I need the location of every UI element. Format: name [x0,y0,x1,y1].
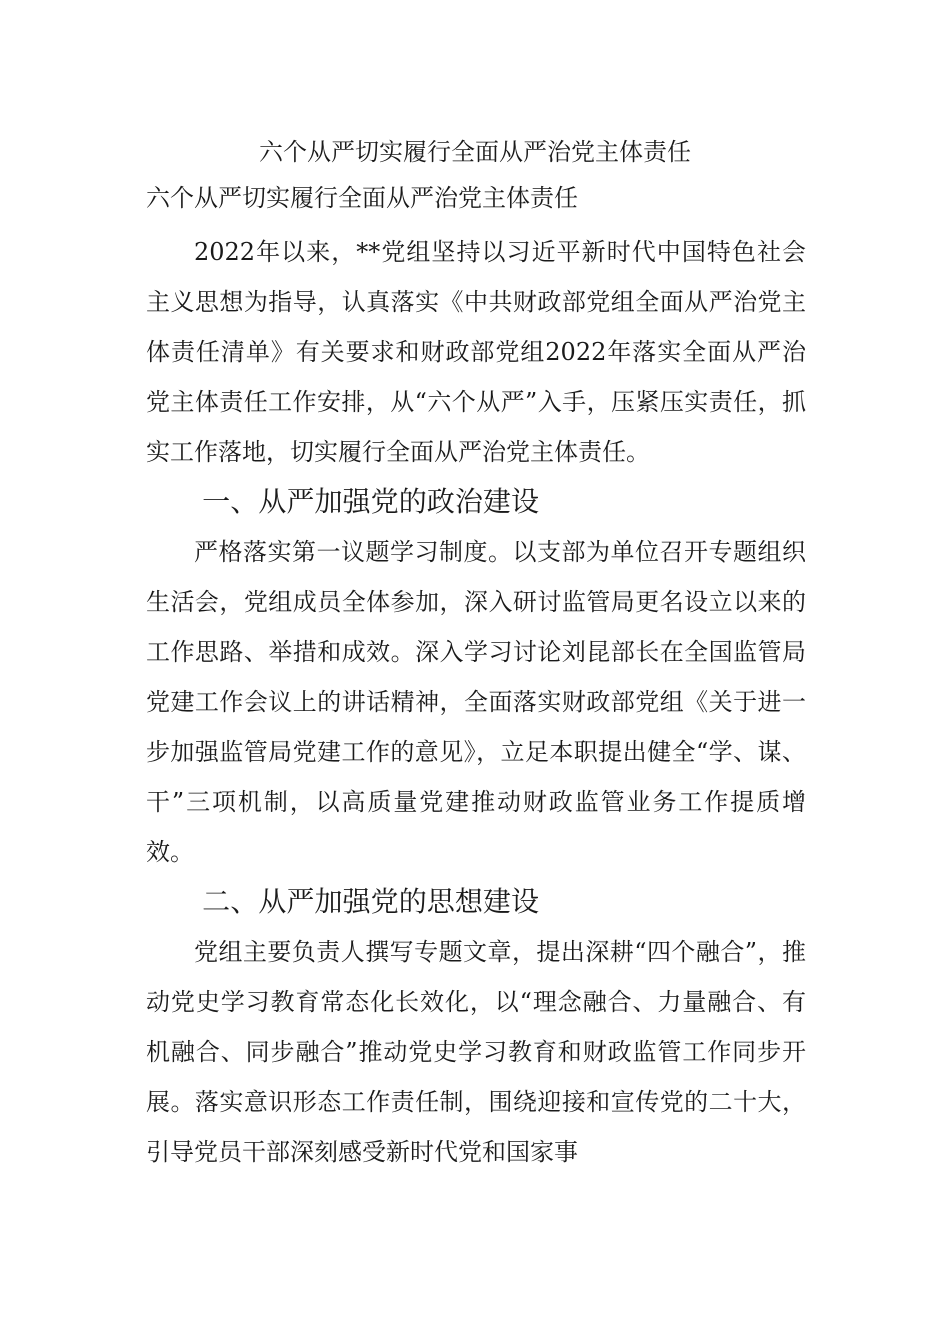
document-body [146,227,806,1177]
intro-paragraph: 2022年以来，**党组坚持以习近平新时代中国特色社会主义思想为指导，认真落实《中共财政部党组全面从严治党主体责任清单》有关要求和财政部党组2022年落实全面从严治党主体责任工作安排，从“六个从严”入手，压紧压实责任，抓实工作落地，切实履行全面从严治党主体责任。 [146,238,806,466]
section-heading-political: 一、从严加强党的政治建设 [202,485,540,518]
document-subtitle: 六个从严切实履行全面从严治党主体责任 [146,184,578,212]
document-title: 六个从严切实履行全面从严治党主体责任 [259,138,691,166]
section-heading-ideological: 二、从严加强党的思想建设 [202,885,540,918]
section-body-ideological: 党组主要负责人撰写专题文章，提出深耕“四个融合”，推动党史学习教育常态化长效化，以“理念融合、力量融合、有机融合、同步融合”推动党史学习教育和财政监管工作同步开展。落实意识形态工作责任制，围绕迎接和宣传党的二十大，引导党员干部深刻感受新时代党和国家事 [146,938,806,1166]
section-body-political: 严格落实第一议题学习制度。以支部为单位召开专题组织生活会，党组成员全体参加，深入研讨监管局更名设立以来的工作思路、举措和成效。深入学习讨论刘昆部长在全国监管局党建工作会议上的讲话精神，全面落实财政部党组《关于进一步加强监管局党建工作的意见》，立足本职提出健全“学、谋、干”三项机制，以高质量党建推动财政监管业务工作提质增效。 [146,538,806,866]
